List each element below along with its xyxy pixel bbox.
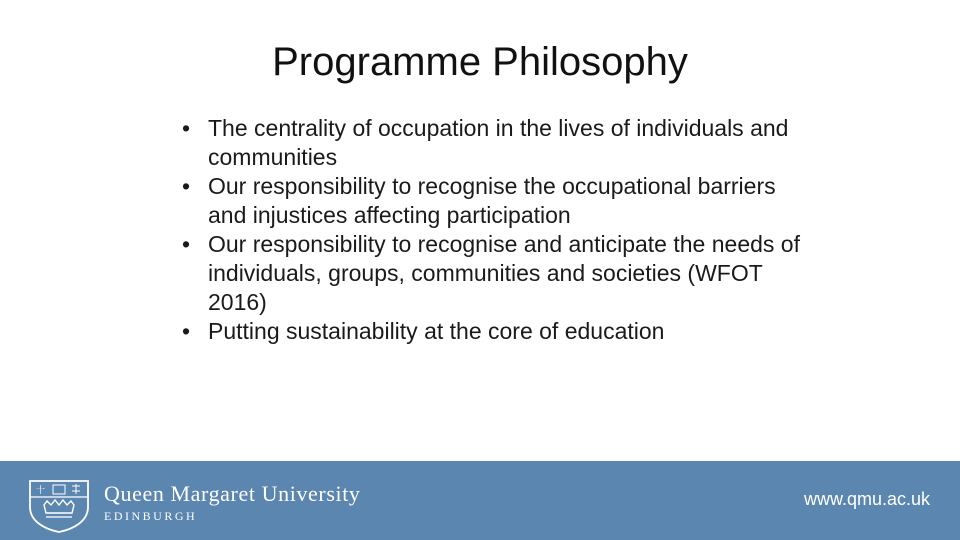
bullet-marker: • — [182, 318, 191, 344]
bullet-marker: • — [182, 231, 191, 257]
bullet-text: Putting sustainability at the core of education — [208, 318, 665, 344]
bullet-text: Our responsibility to recognise and anticipate the needs of individuals, groups, communities and societies (WFOT 2016) — [208, 231, 800, 315]
slide-title: Programme Philosophy — [272, 40, 688, 84]
bullet-list — [176, 114, 816, 346]
bullet-item — [176, 230, 816, 317]
university-name: Queen Margaret University — [104, 481, 361, 506]
website-url: www.qmu.ac.uk — [803, 489, 930, 509]
svg-text:十: 十 — [36, 486, 46, 496]
bullet-text: Our responsibility to recognise the occupational barriers and injustices affecting participation — [208, 173, 776, 228]
bullet-marker: • — [182, 115, 191, 141]
bullet-item — [176, 317, 816, 346]
bullet-marker: • — [182, 173, 191, 199]
university-crest-icon — [24, 477, 94, 533]
footer-band — [0, 461, 960, 540]
bullet-item — [176, 172, 816, 230]
bullet-item — [176, 114, 816, 172]
university-location: EDINBURGH — [104, 509, 198, 523]
bullet-text: The centrality of occupation in the lives of individuals and communities — [208, 115, 789, 170]
